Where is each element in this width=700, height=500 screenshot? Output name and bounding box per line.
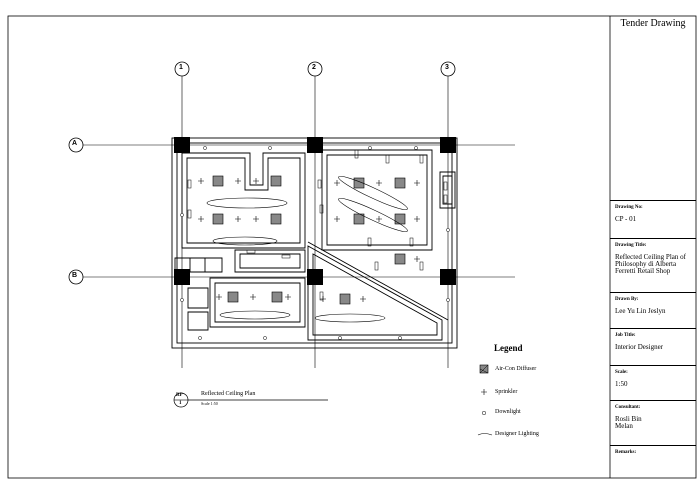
drawing-ref-top: RP	[176, 393, 183, 398]
scale-label: Scale:	[615, 370, 628, 375]
drawn-by-label: Drawn By:	[615, 297, 639, 302]
job-title-label: Job Title:	[615, 333, 636, 338]
title-block-drawing-no	[610, 200, 696, 238]
consultant-label: Consultant:	[615, 405, 641, 410]
legend-title: Legend	[494, 343, 523, 353]
grid-label-a: A	[72, 140, 78, 147]
drawn-by-value: Lee Yu Lin Jeslyn	[615, 307, 666, 315]
grid-label-3: 3	[445, 64, 449, 71]
drawing-no-label: Drawing No:	[615, 205, 643, 210]
sheet-border	[8, 16, 696, 478]
grid-lines	[82, 76, 515, 368]
title-block-drawn-by	[610, 292, 696, 328]
title-block-job-title	[610, 328, 696, 365]
drawing-label-title: Reflected Ceiling Plan	[201, 391, 256, 397]
drawing-label-scale: Scale 1:50	[201, 401, 218, 406]
grid-label-b: B	[72, 272, 78, 279]
legend-label-downlight: Downlight	[495, 409, 521, 415]
drawing-ref-bottom: 1	[179, 401, 182, 406]
legend-label-designer-lighting: Designer Lighting	[495, 431, 539, 437]
title-block-consultant	[610, 400, 696, 445]
outer-walls	[172, 138, 457, 348]
legend-sprinkler-icon	[481, 389, 487, 395]
title-block-remarks	[610, 445, 696, 478]
title-block-drawing-title	[610, 238, 696, 292]
drawing-title-label: Drawing Title:	[615, 243, 647, 248]
drawing-no-value: CP - 01	[615, 215, 637, 223]
grid-label-1: 1	[179, 64, 183, 71]
grid-bubbles	[69, 62, 455, 284]
legend-downlight-icon	[482, 411, 486, 415]
legend-label-air-con: Air-Con Diffuser	[495, 366, 537, 372]
consultant-value: Rosli Bin Melan	[615, 415, 642, 430]
grid-label-2: 2	[312, 64, 316, 71]
scale-value: 1:50	[615, 380, 628, 388]
title-block-header: Tender Drawing	[620, 18, 686, 29]
drawing-title-value: Reflected Ceiling Plan of Philosophy di Alberta Ferretti Retail Shop	[615, 253, 686, 275]
legend-label-sprinkler: Sprinkler	[495, 389, 518, 395]
job-title-value: Interior Designer	[615, 343, 664, 351]
legend-designer-lighting-icon	[478, 434, 492, 436]
remarks-label: Remarks:	[615, 450, 637, 455]
title-block-scale	[610, 365, 696, 400]
